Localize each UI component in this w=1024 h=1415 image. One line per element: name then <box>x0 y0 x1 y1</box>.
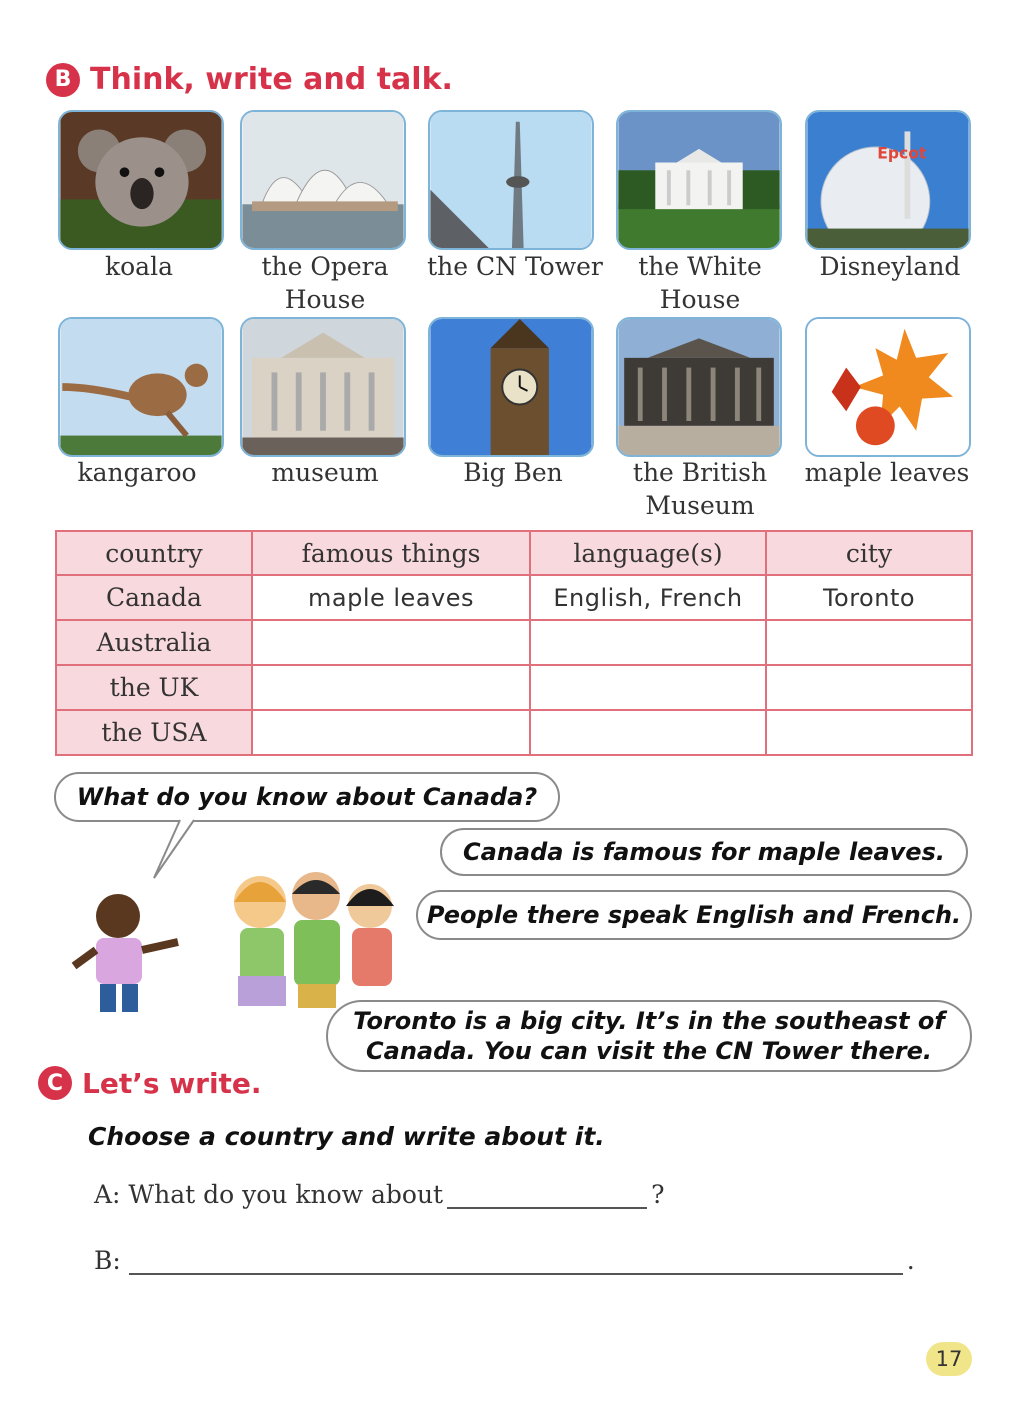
cell-famous-things[interactable] <box>252 665 530 710</box>
section-c-badge: C <box>38 1066 72 1100</box>
white-house-photo <box>616 110 782 250</box>
cell-city[interactable] <box>766 710 972 755</box>
cell-country: Canada <box>56 575 252 620</box>
page-number: 17 <box>926 1342 972 1376</box>
table-row <box>56 575 972 620</box>
country-facts-table <box>55 530 973 756</box>
cell-famous-things[interactable] <box>252 620 530 665</box>
line-a <box>94 1180 665 1209</box>
speech-bubble-answer-2: People there speak English and French. <box>416 890 972 940</box>
caption-museum: museum <box>271 458 379 487</box>
bubble-tail <box>150 818 200 882</box>
table-row <box>56 665 972 710</box>
cell-languages[interactable] <box>530 620 766 665</box>
table-row <box>56 710 972 755</box>
section-b-badge: B <box>46 63 80 97</box>
koala-photo <box>58 110 224 250</box>
cell-famous-things[interactable] <box>252 710 530 755</box>
cell-city[interactable] <box>766 620 972 665</box>
section-b-header <box>46 62 453 97</box>
line-b <box>94 1246 915 1275</box>
maple-leaves-photo <box>805 317 971 457</box>
caption-kangaroo: kangaroo <box>77 458 197 487</box>
caption-big-ben: Big Ben <box>463 458 563 487</box>
british-museum-photo <box>616 317 782 457</box>
header-city: city <box>766 531 972 575</box>
writing-task-instruction: Choose a country and write about it. <box>88 1122 605 1151</box>
header-country: country <box>56 531 252 575</box>
line-b-suffix: . <box>906 1246 915 1275</box>
section-c-header <box>38 1066 262 1100</box>
disneyland-photo <box>805 110 971 250</box>
cn-tower-photo <box>428 110 594 250</box>
header-famous-things: famous things <box>252 531 530 575</box>
cell-country: the UK <box>56 665 252 710</box>
line-a-suffix: ? <box>651 1180 665 1209</box>
cell-city[interactable] <box>766 665 972 710</box>
museum-photo <box>240 317 406 457</box>
caption-maple-leaves: maple leaves <box>804 458 970 487</box>
cell-languages[interactable] <box>530 665 766 710</box>
cell-languages[interactable] <box>530 710 766 755</box>
caption-white-house: the White House <box>638 252 762 314</box>
line-b-prefix: B: <box>94 1246 121 1275</box>
header-languages: language(s) <box>530 531 766 575</box>
section-c-title: Let’s write. <box>82 1066 262 1100</box>
opera-house-photo <box>240 110 406 250</box>
caption-koala: koala <box>104 252 173 281</box>
line-b-blank[interactable] <box>129 1249 903 1275</box>
caption-cn-tower: the CN Tower <box>427 252 603 281</box>
speech-bubble-answer-3: Toronto is a big city. It’s in the southeast of Canada. You can visit the CN Tower there. <box>326 1000 972 1072</box>
kangaroo-photo <box>58 317 224 457</box>
big-ben-photo <box>428 317 594 457</box>
cell-country: Australia <box>56 620 252 665</box>
children-group-illustration <box>216 866 406 1012</box>
caption-opera-house: the Opera House <box>261 252 389 314</box>
table-header-row <box>56 531 972 575</box>
speech-bubble-question: What do you know about Canada? <box>54 772 560 822</box>
table-row <box>56 620 972 665</box>
boy-illustration <box>66 886 186 1016</box>
line-a-blank[interactable] <box>447 1183 647 1209</box>
speech-bubble-answer-1: Canada is famous for maple leaves. <box>440 828 968 876</box>
section-b-title: Think, write and talk. <box>90 62 453 97</box>
svg-text:Epcot: Epcot <box>877 144 927 163</box>
cell-city[interactable]: Toronto <box>766 575 972 620</box>
cell-country: the USA <box>56 710 252 755</box>
cell-languages[interactable]: English, French <box>530 575 766 620</box>
caption-disneyland: Disneyland <box>819 252 961 281</box>
caption-british-museum: the British Museum <box>632 458 768 520</box>
cell-famous-things[interactable]: maple leaves <box>252 575 530 620</box>
line-a-prefix: A: What do you know about <box>94 1180 444 1209</box>
